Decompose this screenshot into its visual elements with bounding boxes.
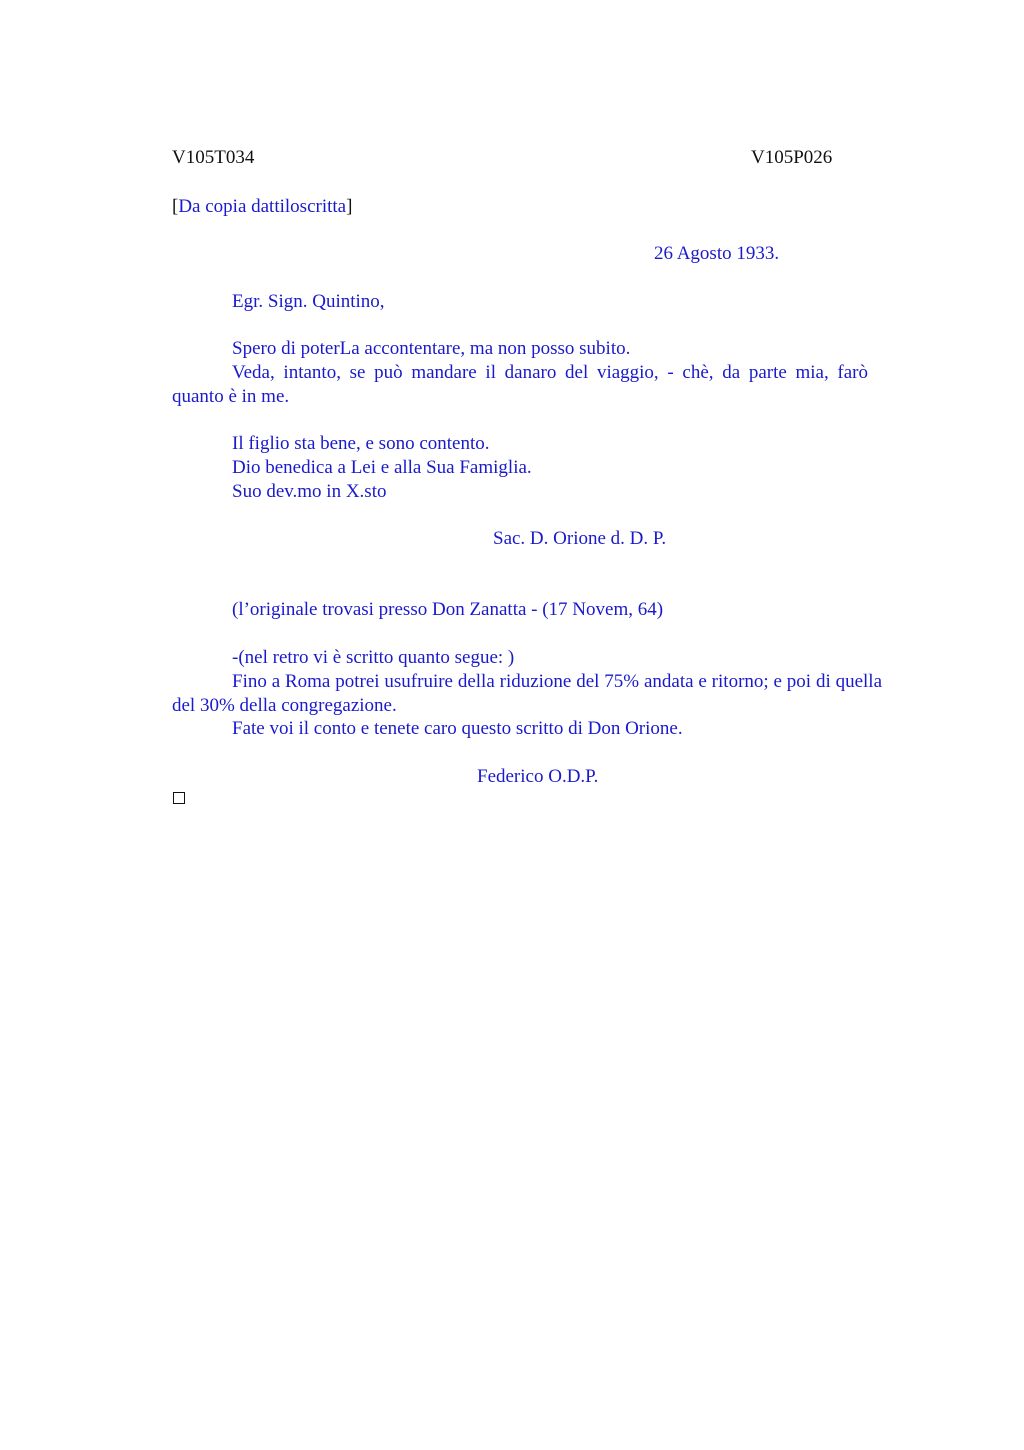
document-code-left: V105T034 [172, 147, 255, 168]
source-note [172, 195, 352, 219]
letter-paragraph-2-line-1: Il figlio sta bene, e sono contento. [232, 433, 490, 454]
letter-paragraph-2-line-2: Dio benedica a Lei e alla Sua Famiglia. [232, 457, 532, 478]
letter-salutation: Egr. Sign. Quintino, [232, 291, 385, 312]
letter-paragraph-1-line-1: Spero di poterLa accontentare, ma non posso subito. [232, 338, 631, 359]
letter-date: 26 Agosto 1933. [654, 243, 780, 264]
document-code-right: V105P026 [751, 147, 833, 168]
source-note-text: Da copia dattiloscritta [178, 196, 347, 217]
letter-closing: Suo dev.mo in X.sto [232, 481, 387, 502]
source-note-close-bracket: ] [346, 196, 353, 217]
letter-paragraph-1-line-2: Veda, intanto, se può mandare il danaro del viaggio, - chè, da parte mia, farò quanto è in me. [172, 362, 868, 407]
retro-intro-note: -(nel retro vi è scritto quanto segue: ) [232, 647, 515, 668]
retro-signature: Federico O.D.P. [477, 766, 599, 787]
end-of-document-square-icon [173, 792, 185, 804]
retro-note-line-1: Fino a Roma potrei usufruire della riduzione del 75% andata e ritorno; e poi di quella del 30% della congregazione. [172, 671, 882, 716]
source-note-open-bracket: [ [172, 196, 179, 217]
letter-signature: Sac. D. Orione d. D. P. [493, 528, 667, 549]
retro-note-line-2: Fate voi il conto e tenete caro questo scritto di Don Orione. [232, 718, 683, 739]
original-location-note: (l’originale trovasi presso Don Zanatta - (17 Novem, 64) [232, 599, 664, 620]
